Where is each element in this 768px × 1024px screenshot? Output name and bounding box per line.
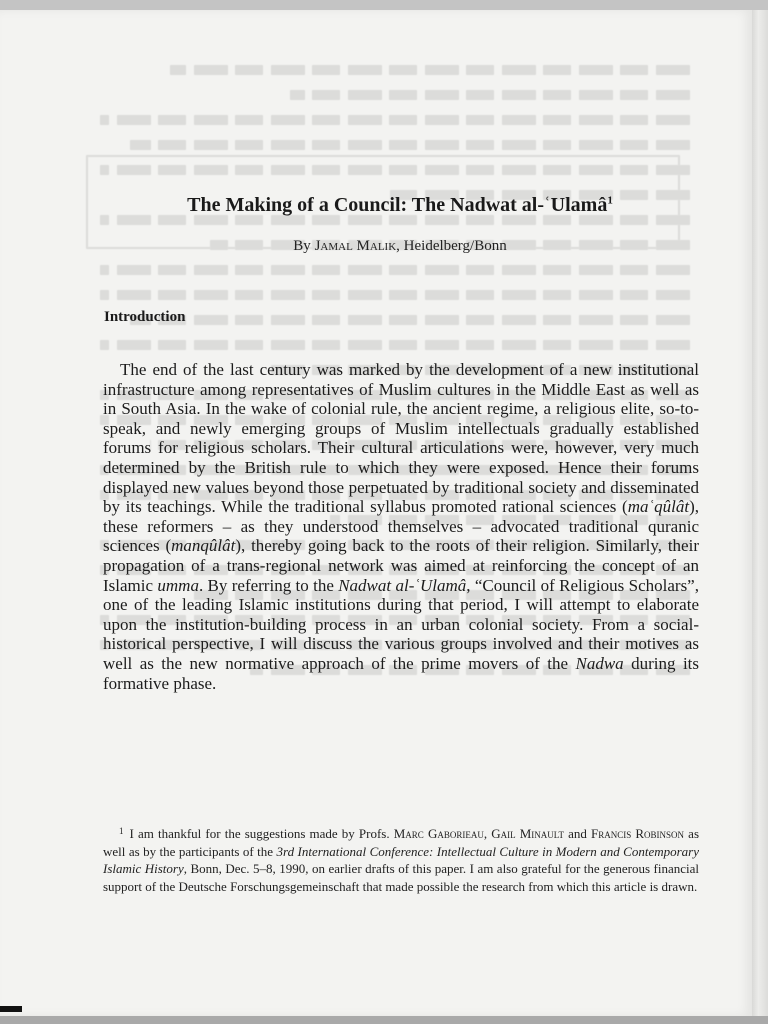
footnote-text-1: I am thankful for the suggestions made by Profs. [129, 826, 394, 841]
footnote-text-4: , Bonn, Dec. 5–8, 1990, on earlier drafts of this paper. I am also grateful for the generous financial support of the Deutsche Forschungsgemeinschaft that made possible the research from which this article is drawn. [103, 861, 699, 894]
body-text-part-1: The end of the last century was marked by the development of a new institutional infrastructure among representatives of Muslim cultures in the Middle East as well as in South Asia. In the wake of colonial rule, the ancient regime, a religious elite, so-to-speak, and newly emerging groups of Muslim intellectuals gradually established forums for religious scholars. Their cultural articulations were, however, very much determined by the British rule to which they were exposed. Hence their forums displayed new values beyond those perpetuated by traditional society and disseminated by its teachings. While the traditional syllabus promoted rational sciences ( [103, 360, 699, 517]
body-text-part-2: ), these reformers – as they understood themselves – advocated traditional quranic sciences ( [103, 497, 699, 556]
footnote-name-robinson: Francis Robinson [591, 826, 685, 841]
body-text-part-3: ), thereby going back to the roots of their religion. Similarly, their propagation of a trans-regional network was aimed at reinforcing the concept of an Islamic [103, 536, 699, 595]
footnote-separator: , [483, 826, 492, 841]
footnote-name-minault: Gail Minault [491, 826, 564, 841]
footnote-text-2: and [563, 826, 591, 841]
author-affiliation: , Heidelberg/Bonn [396, 238, 507, 254]
term-umma: umma [157, 575, 199, 595]
body-text-part-4: . By referring to the [198, 575, 339, 595]
article-title-text: The Making of a Council: The Nadwat al-ʿUlamâ [187, 194, 608, 216]
body-paragraph [103, 360, 699, 693]
author-name: Jamal Malik [314, 238, 397, 254]
scan-bottom-band [0, 1016, 768, 1024]
author-byline [100, 238, 700, 255]
body-text-part-5: , “Council of Religious Scholars”, one of the leading Islamic institutions during that period, I will attempt to elaborate upon the institution-building process in an urban colonial society. From a social-historical perspective, I will discuss the various groups involved and their motives as well as the new normative approach of the prime movers of the [103, 575, 699, 673]
term-manqulat: manqûlât [171, 536, 236, 556]
byline-prefix: By [293, 238, 311, 254]
section-heading: Introduction [104, 309, 186, 325]
scan-corner-mark [0, 1006, 22, 1012]
paper-page [0, 10, 752, 1016]
page-edge-shadow [752, 10, 768, 1016]
title-footnote-mark: 1 [607, 194, 613, 207]
term-nadwat-al-ulama: Nadwat al-ʿUlamâ [338, 575, 467, 595]
article-title [100, 194, 700, 217]
footnote-name-gaborieau: Marc Gaborieau [393, 826, 484, 841]
body-text-part-6: during its formative phase. [103, 653, 699, 693]
footnote-text-3: as well as by the participants of the [103, 826, 700, 859]
term-nadwa: Nadwa [575, 653, 624, 673]
footnote [103, 823, 699, 895]
footnote-conference-title: 3rd International Conference: Intellectual Culture in Modern and Contemporary Islamic History [103, 843, 699, 877]
term-maqulat: maʿqûlât [627, 497, 690, 517]
footnote-mark: 1 [119, 826, 124, 836]
